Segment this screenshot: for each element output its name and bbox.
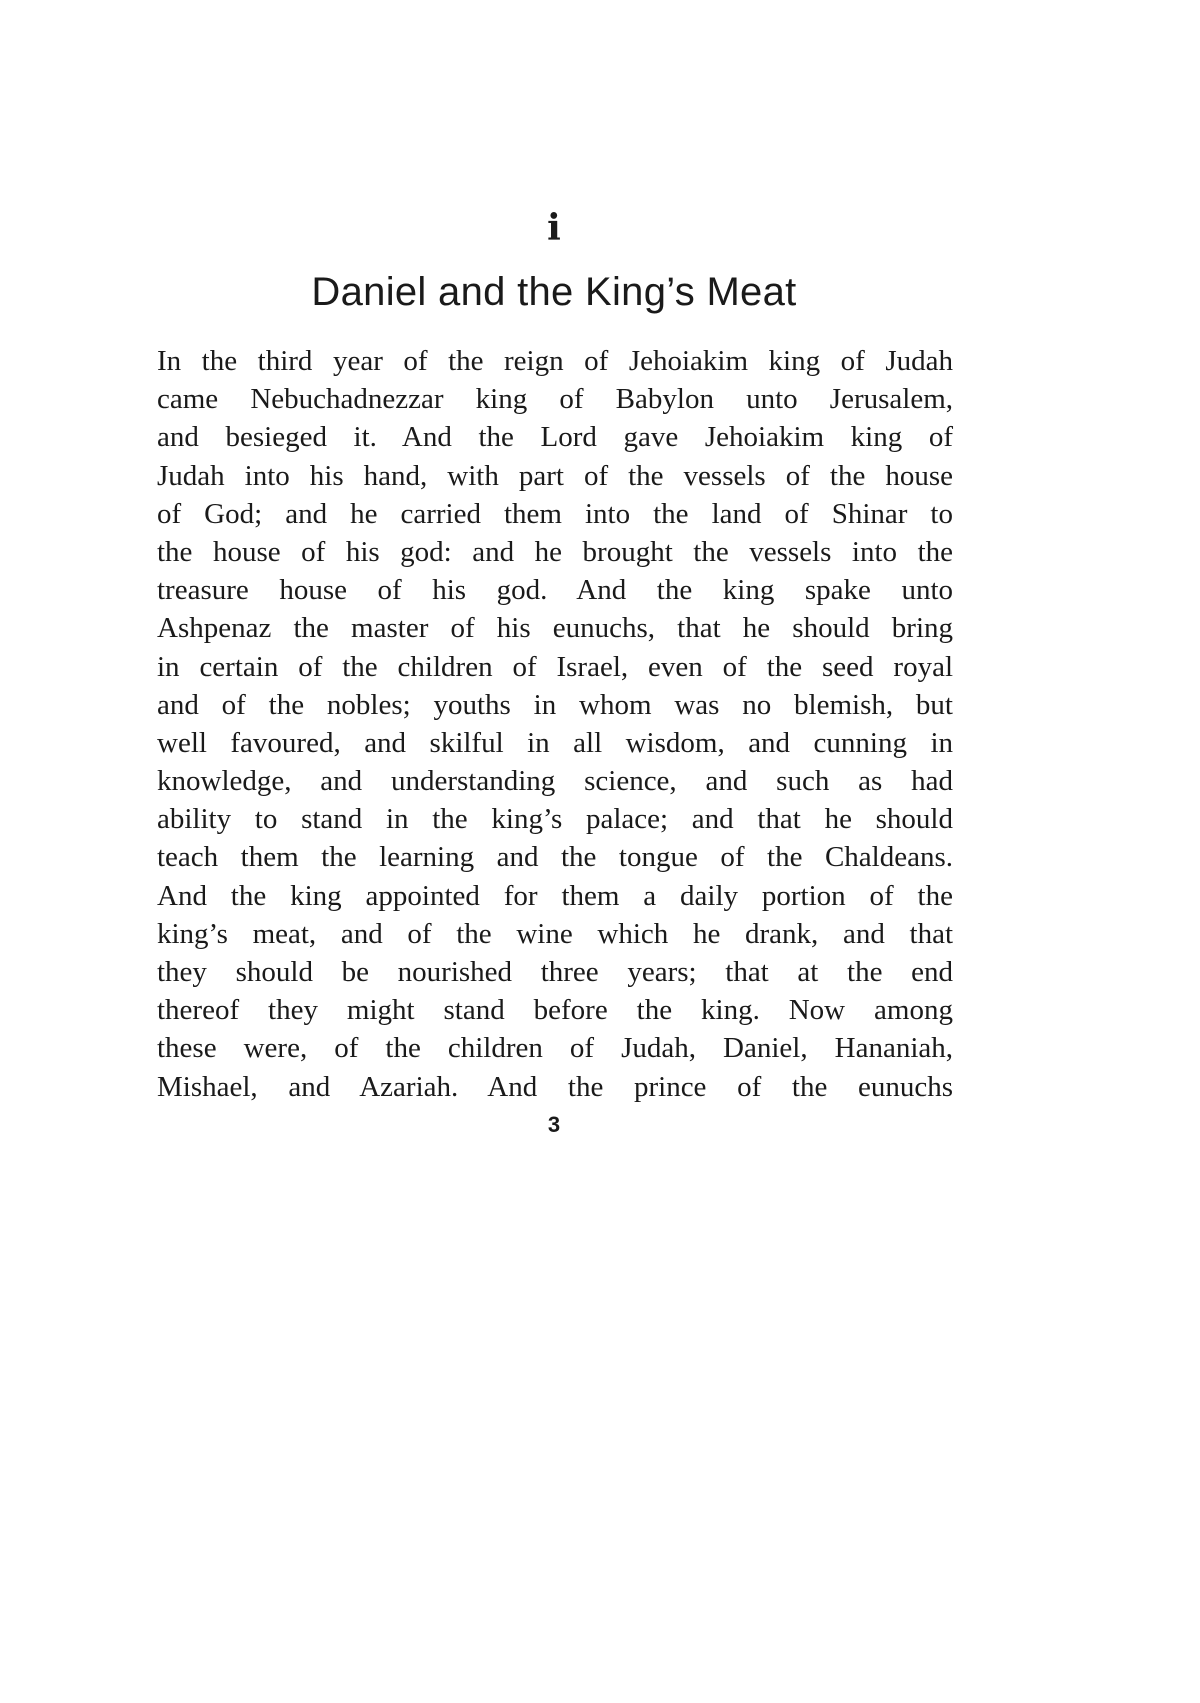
text-line: ability to stand in the king’s palace; and that he should <box>157 803 953 836</box>
text-line: Judah into his hand, with part of the vessels of the house <box>157 459 953 492</box>
text-line: well favoured, and skilful in all wisdom, and cunning in <box>157 726 953 759</box>
text-line: treasure house of his god. And the king spake unto <box>157 574 953 607</box>
text-line: in certain of the children of Israel, even of the seed royal <box>157 650 953 683</box>
text-line: In the third year of the reign of Jehoiakim king of Judah <box>157 345 953 377</box>
page-number: 3 <box>547 1112 561 1137</box>
text-line: And the king appointed for them a daily portion of the <box>157 879 953 912</box>
text-line: they should be nourished three years; that at the end <box>157 956 953 988</box>
text-line: of God; and he carried them into the land of Shinar to <box>157 497 953 530</box>
text-line: the house of his god: and he brought the vessels into the <box>157 535 953 568</box>
chapter-title: Daniel and the King’s Meat <box>311 270 797 314</box>
body-paragraph <box>157 342 953 1106</box>
text-line: these were, of the children of Judah, Daniel, Hananiah, <box>157 1032 953 1065</box>
chapter-number: i <box>547 207 561 249</box>
text-line: king’s meat, and of the wine which he drank, and that <box>157 917 953 950</box>
text-line: and besieged it. And the Lord gave Jehoiakim king of <box>157 421 953 454</box>
text-line: knowledge, and understanding science, and such as had <box>157 765 953 798</box>
text-line: teach them the learning and the tongue of the Chaldeans. <box>157 841 953 874</box>
text-line: came Nebuchadnezzar king of Babylon unto Jerusalem, <box>157 383 953 416</box>
text-line: and of the nobles; youths in whom was no blemish, but <box>157 688 953 721</box>
text-line: Mishael, and Azariah. And the prince of the eunuchs <box>157 1070 953 1103</box>
text-line: thereof they might stand before the king. Now among <box>157 994 953 1027</box>
text-line: Ashpenaz the master of his eunuchs, that he should bring <box>157 612 953 645</box>
